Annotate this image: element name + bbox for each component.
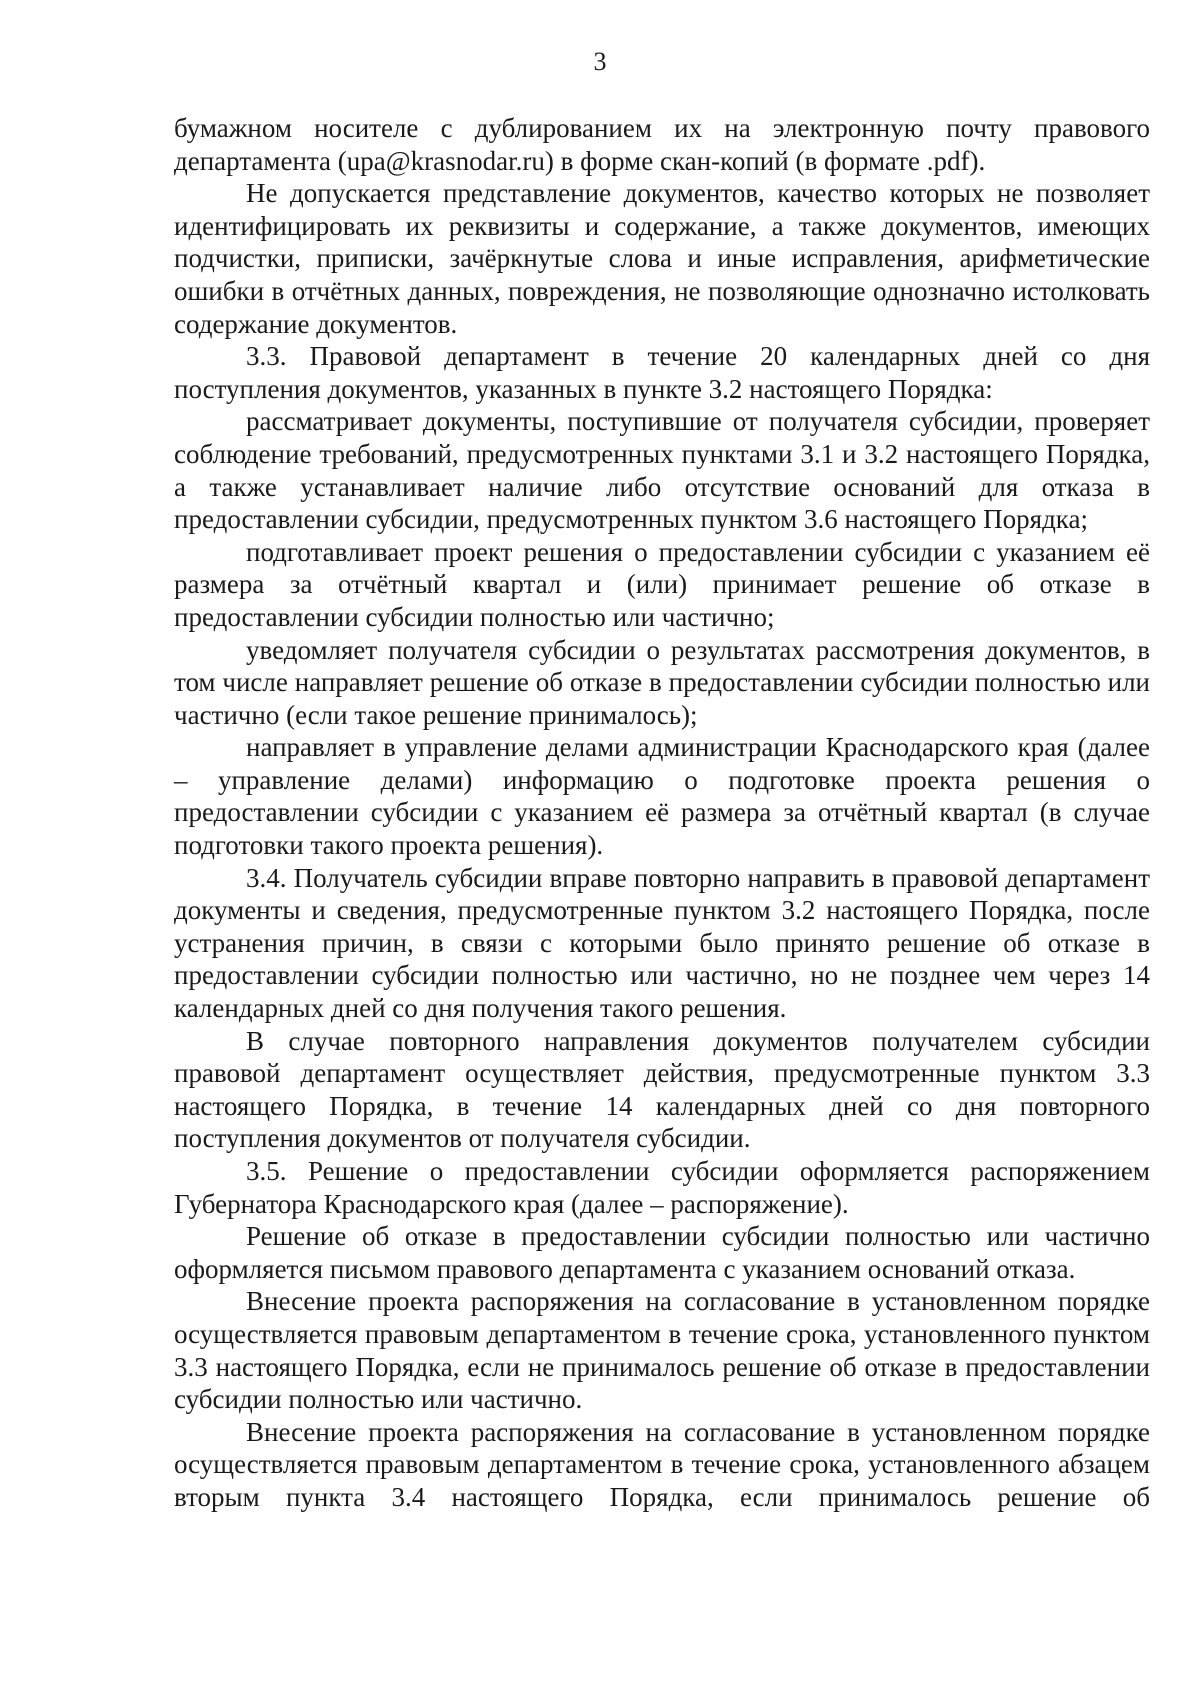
paragraph-3-4: 3.4. Получатель субсидии вправе повторно направить в правовой департамент документы и сведения, предусмотренные пунктом 3.2 настоящего Порядка, после устранения причин, в связи с которыми было принято решение об отказе в предоставлении субсидии полностью или частично, но не позднее чем через 14 календарных дней со дня получения такого решения. xyxy=(174,862,1150,1024)
page-number: 3 xyxy=(593,47,607,76)
paragraph-3-3-notify: уведомляет получателя субсидии о результатах рассмотрения документов, в том числе направляет решение об отказе в предоставлении субсидии полностью или частично (если такое решение принималось); xyxy=(174,634,1150,730)
paragraph-3-3-send: направляет в управление делами администрации Краснодарского края (далее – управление делами) информацию о подготовке проекта решения о предоставлении субсидии с указанием её размера за отчётный квартал (в случае подготовки такого проекта решения). xyxy=(174,732,1150,861)
paragraph-3-5-submission: Внесение проекта распоряжения на согласование в установленном порядке осуществляется правовым департаментом в течение срока, установленного пунктом 3.3 настоящего Порядка, если не принималось решение об отказе в предоставлении субсидии полностью или частично. xyxy=(174,1286,1150,1415)
paragraph-3-3: 3.3. Правовой департамент в течение 20 календарных дней со дня поступления документов, указанных в пункте 3.2 настоящего Порядка: xyxy=(174,341,1150,404)
paragraph-3-5-repeat-submission: Внесение проекта распоряжения на согласование в установленном порядке осуществляется правовым департаментом в течение срока, установленного абзацем вторым пункта 3.4 настоящего Порядка, если принималось решение об xyxy=(174,1416,1150,1512)
document-body xyxy=(174,112,1150,1514)
paragraph-3-3-prepare: подготавливает проект решения о предоставлении субсидии с указанием её размера за отчётный квартал и (или) принимает решение об отказе в предоставлении субсидии полностью или частично; xyxy=(174,536,1150,632)
paragraph-document-quality: Не допускается представление документов, качество которых не позволяет идентифицировать их реквизиты и содержание, а также документов, имеющих подчистки, приписки, зачёркнутые слова и иные исправления, арифметические ошибки в отчётных данных, повреждения, не позволяющие однозначно истолковать содержание документов. xyxy=(174,178,1150,339)
paragraph-3-5-refusal: Решение об отказе в предоставлении субсидии полностью или частично оформляется письмом правового департамента с указанием оснований отказа. xyxy=(174,1221,1150,1284)
paragraph-3-3-review: рассматривает документы, поступившие от получателя субсидии, проверяет соблюдение требований, предусмотренных пунктами 3.1 и 3.2 настоящего Порядка, а также устанавливает наличие либо отсутствие оснований для отказа в предоставлении субсидии, предусмотренных пунктом 3.6 настоящего Порядка; xyxy=(174,406,1150,535)
paragraph-continuation: бумажном носителе с дублированием их на электронную почту правового департамента (upa@krasnodar.ru) в форме скан-копий (в формате .pdf). xyxy=(174,113,1150,176)
paragraph-3-4-repeat: В случае повторного направления документов получателем субсидии правовой департамент осуществляет действия, предусмотренные пунктом 3.3 настоящего Порядка, в течение 14 календарных дней со дня повторного поступления документов от получателя субсидии. xyxy=(174,1025,1150,1154)
paragraph-3-5: 3.5. Решение о предоставлении субсидии оформляется распоряжением Губернатора Краснодарского края (далее – распоряжение). xyxy=(174,1156,1150,1219)
